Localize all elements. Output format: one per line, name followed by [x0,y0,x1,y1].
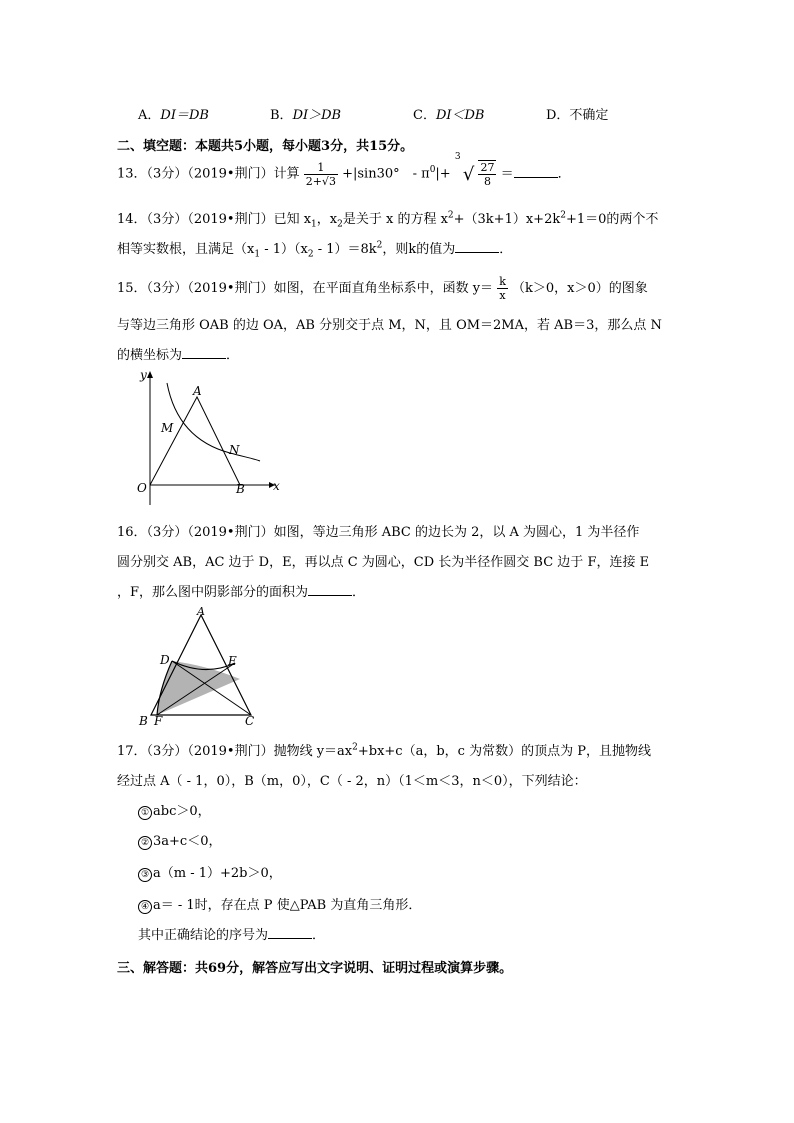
label-a: A [197,605,205,618]
question-16-line-3: ，F，那么图中阴影部分的面积为 ． [117,585,366,600]
question-17-line-2: 经过点 A（ - 1，0），B（m，0），C（ - 2，n）（1＜m＜3，n＜0），下列结论： [117,774,587,789]
question-16-line-1: 16．（3分）（2019•荆门）如图，等边三角形 ABC 的边长为 2，以 A 为圆心，1 为半径作 [117,525,640,540]
label-a: A [193,384,202,398]
answer-blank[interactable] [455,240,499,253]
q15-figure [130,365,290,510]
choice-c: C．DI＜DB [413,108,485,123]
label-m: M [161,421,174,435]
y-axis-arrow [147,371,153,378]
answer-blank[interactable] [308,583,352,596]
q16-figure [135,605,265,725]
conclusion-2: ② 3a+c＜0， [138,830,221,850]
question-14-line-1: 14．（3分）（2019•荆门）已知 $x_1$，$x_2$是关于 x 的方程 $x^2+(3k+1)x+2k^2+1=0$的两个不 [117,210,659,230]
triangle-oab [150,397,240,485]
q15-fraction: $\frac{k}{x}$ [499,275,506,302]
conclusion-4: ④ a＝ - 1时，存在点 P 使△PAB 为直角三角形． [138,894,421,914]
label-b: B [236,482,245,496]
question-15-line-1: 15．（3分）（2019•荆门）如图，在平面直角坐标系中，函数 y＝ $\frac{k}{x}$ （k＞0，x＞0）的图象 [117,275,648,302]
conclusion-1: ① abc＞0， [138,800,211,820]
label-x: x [273,479,280,493]
section-3-heading: 三、解答题：共69分，解答应写出文字说明、证明过程或演算步骤。 [117,961,513,976]
label-o: O [137,481,147,495]
question-13: 13．（3分）（2019•荆门）计算 $\frac{1}{2+√3}$ +|sin30° - $\pi^0|+$ 3 √ $\frac{27}{8}$ ＝ ． [117,152,571,188]
conclusion-3: ③ a（m - 1）+2b＞0， [138,862,282,882]
label-b: B [139,714,148,725]
question-16-line-2: 圆分别交 AB，AC 边于 D，E，再以点 C 为圆心，CD 长为半径作圆交 BC 边于 F，连接 E [117,555,650,570]
question-14-line-2: 相等实数根，且满足$(x_1 - 1)(x_2 - 1)=8k^2$，则k的值为 ． [117,240,513,260]
label-c: C [245,714,255,725]
label-e: E [228,654,237,668]
section-2-heading: 二、填空题：本题共5小题，每小题3分，共15分。 [117,139,414,154]
choice-a: A．DI＝DB [138,108,209,123]
label-f: F [154,714,163,725]
answer-blank[interactable] [268,926,312,939]
hyperbola-curve [167,383,260,461]
question-17-line-1: 17．（3分）（2019•荆门）抛物线 $y=ax^2+bx+c(a$，b，c 为常数）的顶点为 P，且抛物线 [117,742,651,759]
question-17-answer-line: 其中正确结论的序号为 ． [138,928,326,943]
label-n: N [229,443,240,457]
q13-cube-root: 3 √ $\frac{27}{8}$ [454,152,495,188]
answer-blank[interactable] [514,165,558,178]
label-d: D [160,653,170,667]
label-y: y [140,368,147,382]
choice-d: D．不确定 [546,108,609,123]
q13-fraction: $\frac{1}{2+√3}$ [305,160,336,188]
choice-b: B．DI＞DB [270,108,342,123]
question-15-line-3: 的横坐标为 ． [117,348,240,363]
answer-blank[interactable] [182,346,226,359]
question-15-line-2: 与等边三角形 OAB 的边 OA，AB 分别交于点 M，N，且 OM＝2MA，若 AB＝3，那么点 N [117,318,662,333]
